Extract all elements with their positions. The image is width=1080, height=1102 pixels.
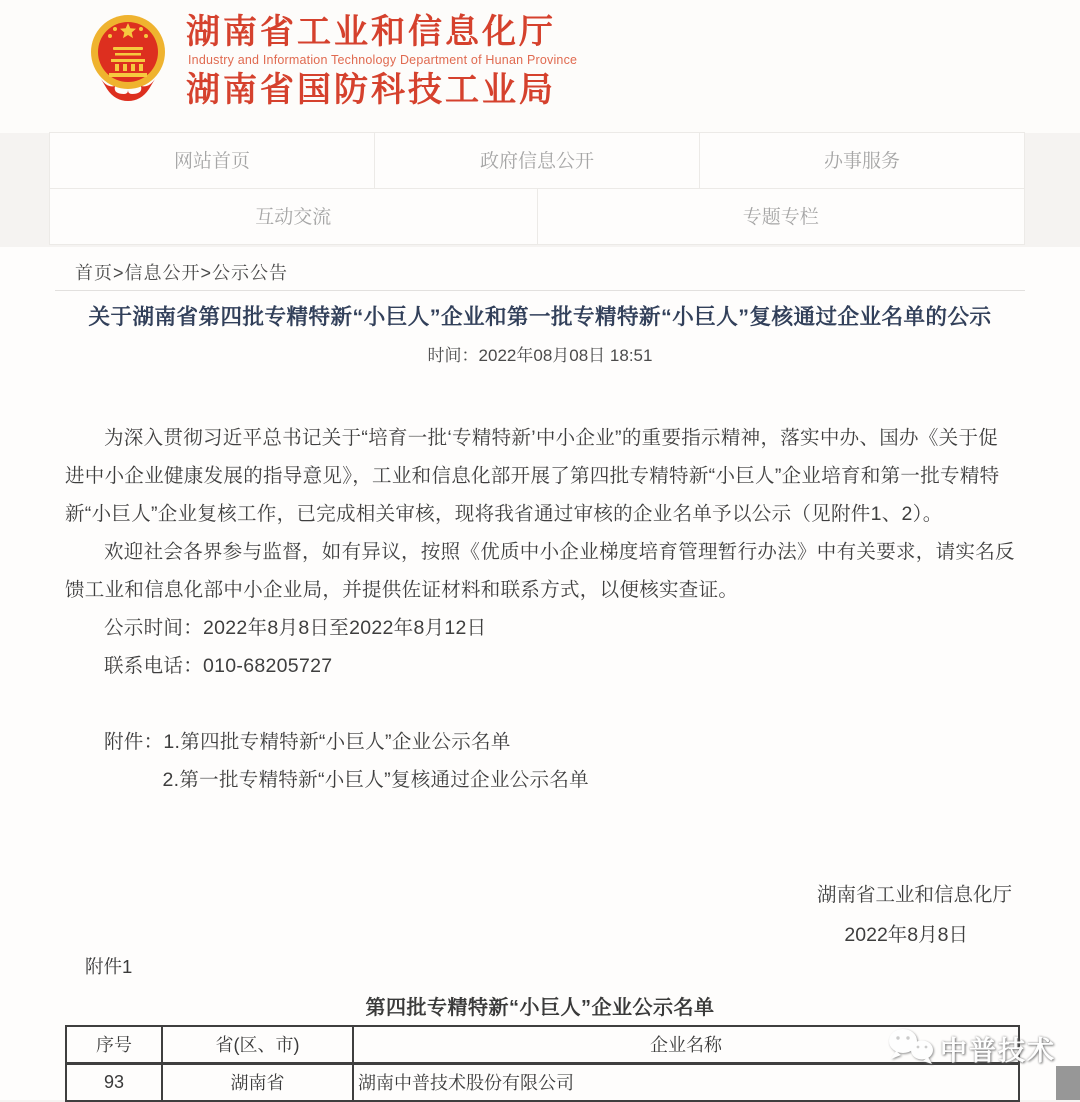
nav-item-gov-info[interactable]: 政府信息公开 — [374, 132, 700, 189]
chat-bubbles-icon — [886, 1026, 936, 1071]
table-row — [66, 1063, 1019, 1101]
article-title: 关于湖南省第四批专精特新“小巨人”企业和第一批专精特新“小巨人”复核通过企业名单的公示 — [88, 305, 992, 329]
signature-org: 湖南省工业和信息化厅 — [816, 884, 1012, 906]
site-header — [0, 0, 1080, 133]
content-panel — [0, 247, 1080, 1100]
watermark-text: 中普技术 — [940, 1036, 1056, 1066]
attachment1-label: 附件1 — [85, 956, 133, 977]
nav-row-2 — [50, 189, 1025, 245]
nav-item-home[interactable]: 网站首页 — [49, 132, 375, 189]
enterprise-table — [65, 1025, 1020, 1102]
org-title-secondary: 湖南省国防科技工业局 — [186, 71, 556, 109]
nav-row-1 — [50, 133, 1025, 189]
attachment-list-item-2: 2.第一批专精特新“小巨人”复核通过企业公示名单 — [162, 769, 589, 791]
breadcrumb-divider — [55, 290, 1025, 291]
nav-item-special-columns[interactable]: 专题专栏 — [537, 188, 1026, 245]
cell-company: 湖南中普技术股份有限公司 — [353, 1063, 1019, 1101]
table-header-province: 省(区、市) — [162, 1026, 353, 1063]
table-header-company: 企业名称 — [353, 1026, 1019, 1063]
contact-phone: 联系电话：010-68205727 — [104, 655, 333, 677]
org-title-primary: 湖南省工业和信息化厅 — [186, 13, 556, 51]
attachment1-table-title: 第四批专精特新“小巨人”企业公示名单 — [365, 997, 715, 1019]
table-header-index: 序号 — [66, 1026, 162, 1063]
org-title-english: Industry and Information Technology Department of Hunan Province — [188, 53, 578, 67]
publicity-period: 公示时间：2022年8月8日至2022年8月12日 — [104, 617, 487, 639]
cell-province: 湖南省 — [162, 1063, 353, 1101]
signature-date: 2022年8月8日 — [844, 924, 968, 946]
table-header-row — [66, 1026, 1019, 1063]
attachment-list-item-1: 附件：1.第四批专精特新“小巨人”企业公示名单 — [104, 731, 511, 753]
nav-item-interaction[interactable]: 互动交流 — [49, 188, 538, 245]
article-paragraph-1: 为深入贯彻习近平总书记关于“培育一批‘专精特新’中小企业”的重要指示精神，落实中办、国办《关于促进中小企业健康发展的指导意见》，工业和信息化部开展了第四批专精特新“小巨人”企业培育和第一批专精特新“小巨人”企业复核工作，已完成相关审核，现将我省通过审核的企业名单予以公示（见附件1、2）。 — [65, 427, 1000, 525]
watermark — [886, 1026, 1056, 1071]
national-emblem-icon — [88, 11, 168, 103]
main-nav — [50, 133, 1025, 245]
article-time: 时间：2022年08月08日 18:51 — [427, 346, 653, 365]
nav-item-services[interactable]: 办事服务 — [699, 132, 1025, 189]
cell-index: 93 — [66, 1063, 162, 1101]
article-paragraph-2: 欢迎社会各界参与监督，如有异议，按照《优质中小企业梯度培育管理暂行办法》中有关要求，请实名反馈工业和信息化部中小企业局，并提供佐证材料和联系方式，以便核实查证。 — [65, 541, 1015, 601]
corner-gray-block — [1056, 1066, 1080, 1100]
article-body — [65, 419, 1015, 799]
breadcrumb[interactable]: 首页>信息公开>公示公告 — [75, 263, 289, 283]
